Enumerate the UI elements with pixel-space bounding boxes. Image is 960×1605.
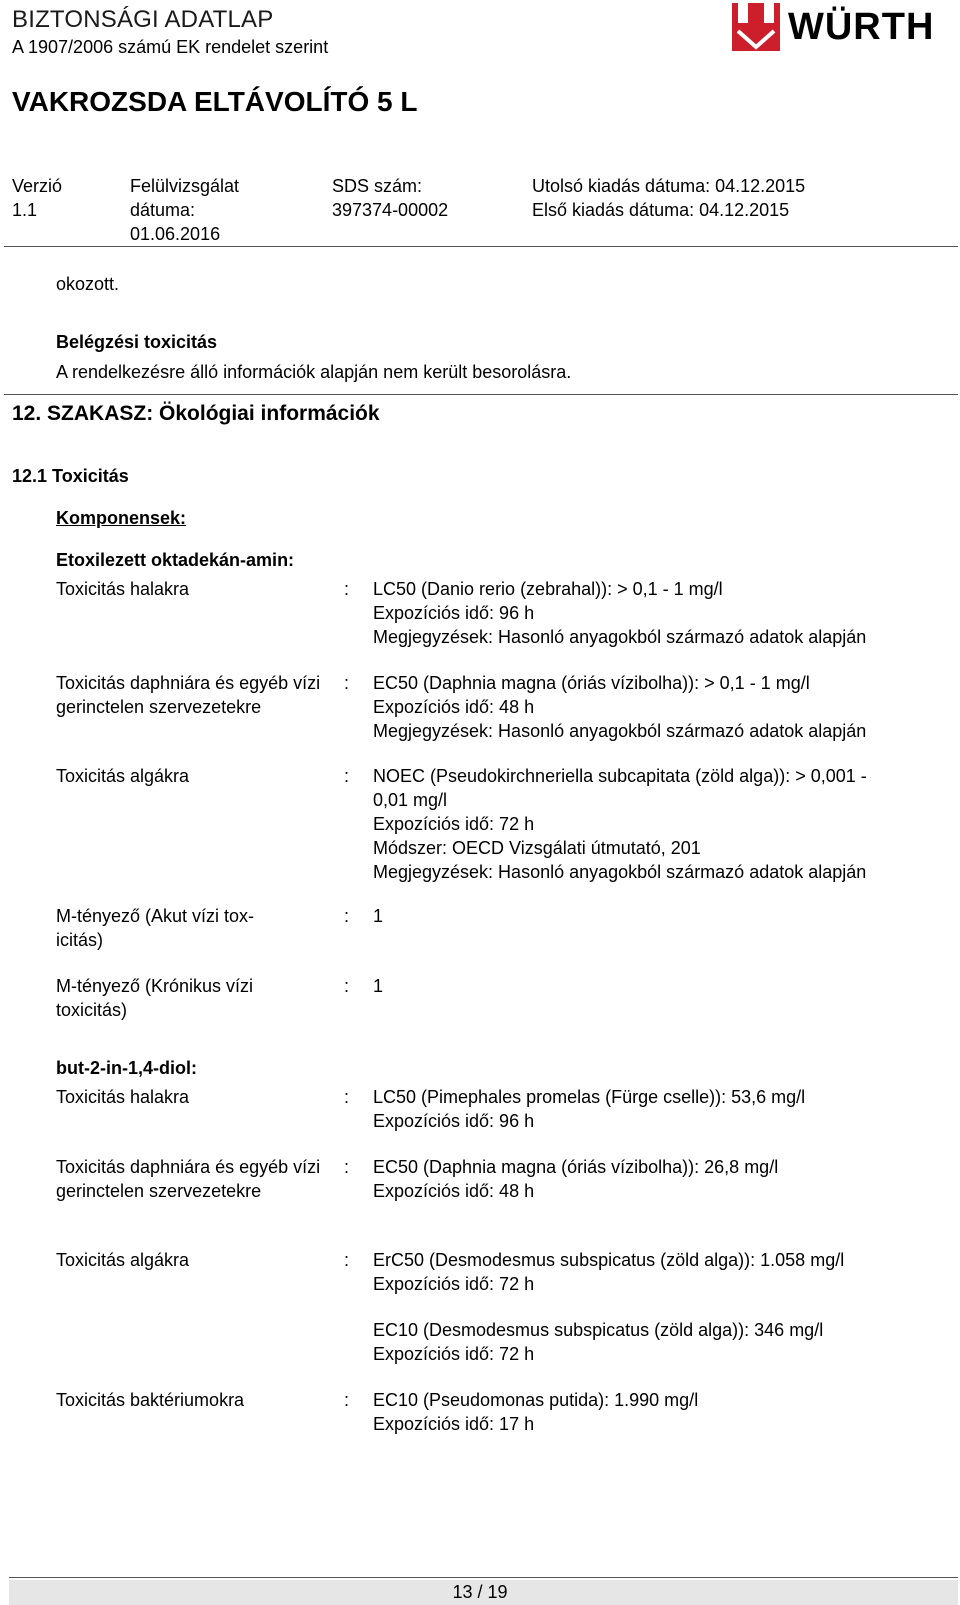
revision-value: 01.06.2016 [130,224,221,244]
row-value-bacteria [373,1388,953,1436]
sds-label: SDS szám: [332,176,423,196]
continued-text: okozott. [56,274,120,294]
row-colon: : [344,1087,350,1107]
value-line: 0,01 mg/l [373,790,448,810]
value-line: Expozíciós idő: 48 h [373,697,535,717]
row-value-algae [373,764,953,884]
page-number: 13 / 19 [452,1582,508,1602]
sds-value: 397374-00002 [332,200,449,220]
row-label-bacteria: Toxicitás baktériumokra [56,1390,245,1410]
value-line: Expozíciós idő: 72 h [373,1344,535,1364]
document-title: BIZTONSÁGI ADATLAP [12,6,274,33]
row-label-fish: Toxicitás halakra [56,579,190,599]
row-colon: : [344,766,350,786]
row-colon: : [344,1157,350,1177]
row-value-daphnia [373,671,953,743]
value-line: Módszer: OECD Vizsgálati útmutató, 201 [373,838,701,858]
meta-revision [130,174,239,246]
section-divider [4,394,958,395]
header-divider [4,246,958,247]
version-label: Verzió [12,176,63,196]
meta-version [12,174,62,222]
meta-sds [332,174,448,222]
row-colon: : [344,976,350,996]
meta-issue-dates [532,174,805,222]
row-value-m-factor-chronic [373,974,953,998]
footer-divider [9,1577,958,1578]
row-colon: : [344,579,350,599]
value-line: EC50 (Daphnia magna (óriás vízibolha)): > 0,1 - 1 mg/l [373,673,810,693]
revision-label-1: Felülvizsgálat [130,176,240,196]
inhalation-toxicity-title: Belégzési toxicitás [56,332,218,352]
row-label-daphnia: Toxicitás daphniára és egyéb vízi gerinctelen szervezetekre [56,673,321,717]
value-line: Expozíciós idő: 17 h [373,1414,535,1434]
row-label-algae: Toxicitás algákra [56,766,190,786]
value-line: Expozíciós idő: 96 h [373,603,535,623]
value-line: Expozíciós idő: 96 h [373,1111,535,1131]
value-line: EC10 (Desmodesmus subspicatus (zöld alga)): 346 mg/l [373,1320,824,1340]
value-line: EC10 (Pseudomonas putida): 1.990 mg/l [373,1390,699,1410]
logo-wordmark: WÜRTH [788,6,935,48]
value-line: Expozíciós idő: 72 h [373,1274,535,1294]
value-line: EC50 (Daphnia magna (óriás vízibolha)): 26,8 mg/l [373,1157,779,1177]
row-value-fish [373,577,953,649]
first-issue-date: Első kiadás dátuma: 04.12.2015 [532,200,790,220]
value-line: Megjegyzések: Hasonló anyagokból származó adatok alapján [373,862,867,882]
last-issue-date: Utolsó kiadás dátuma: 04.12.2015 [532,176,806,196]
row-label-fish: Toxicitás halakra [56,1087,190,1107]
value-line: Megjegyzések: Hasonló anyagokból származó adatok alapján [373,627,867,647]
row-label-m-factor-chronic: M-tényező (Krónikus vízi toxicitás) [56,976,254,1020]
subsection-12-1-heading: 12.1 Toxicitás [12,466,129,486]
product-name: VAKROZSDA ELTÁVOLÍTÓ 5 L [12,86,418,117]
component-name: but-2-in-1,4-diol: [56,1058,197,1078]
wurth-logo-icon [732,3,780,51]
value-line: 1 [373,976,384,996]
row-label-algae: Toxicitás algákra [56,1250,190,1270]
row-value-m-factor-acute [373,904,953,928]
value-line: Expozíciós idő: 48 h [373,1181,535,1201]
row-value-algae [373,1248,953,1366]
row-label-m-factor-acute: M-tényező (Akut vízi tox-icitás) [56,906,255,950]
value-line: Megjegyzések: Hasonló anyagokból származó adatok alapján [373,721,867,741]
revision-label-2: dátuma: [130,200,196,220]
value-line: LC50 (Pimephales promelas (Fürge cselle)): 53,6 mg/l [373,1087,806,1107]
value-line: Expozíciós idő: 72 h [373,814,535,834]
row-label-daphnia: Toxicitás daphniára és egyéb vízi gerinctelen szervezetekre [56,1157,321,1201]
value-line: 1 [373,906,384,926]
value-line: NOEC (Pseudokirchneriella subcapitata (zöld alga)): > 0,001 - [373,766,867,786]
row-colon: : [344,1250,350,1270]
component-name: Etoxilezett oktadekán-amin: [56,550,295,570]
row-value-fish [373,1085,953,1133]
components-heading: Komponensek: [56,508,187,528]
version-value: 1.1 [12,200,38,220]
value-line [373,1296,953,1318]
section-12-heading: 12. SZAKASZ: Ökológiai információk [12,402,380,425]
value-line: ErC50 (Desmodesmus subspicatus (zöld alga)): 1.058 mg/l [373,1250,845,1270]
wurth-logo [732,3,958,53]
row-colon: : [344,906,350,926]
row-value-daphnia [373,1155,953,1203]
row-colon: : [344,673,350,693]
document-subtitle: A 1907/2006 számú EK rendelet szerint [12,37,329,57]
value-line: LC50 (Danio rerio (zebrahal)): > 0,1 - 1 mg/l [373,579,723,599]
row-colon: : [344,1390,350,1410]
inhalation-toxicity-text: A rendelkezésre álló információk alapján nem került besorolásra. [56,362,572,382]
